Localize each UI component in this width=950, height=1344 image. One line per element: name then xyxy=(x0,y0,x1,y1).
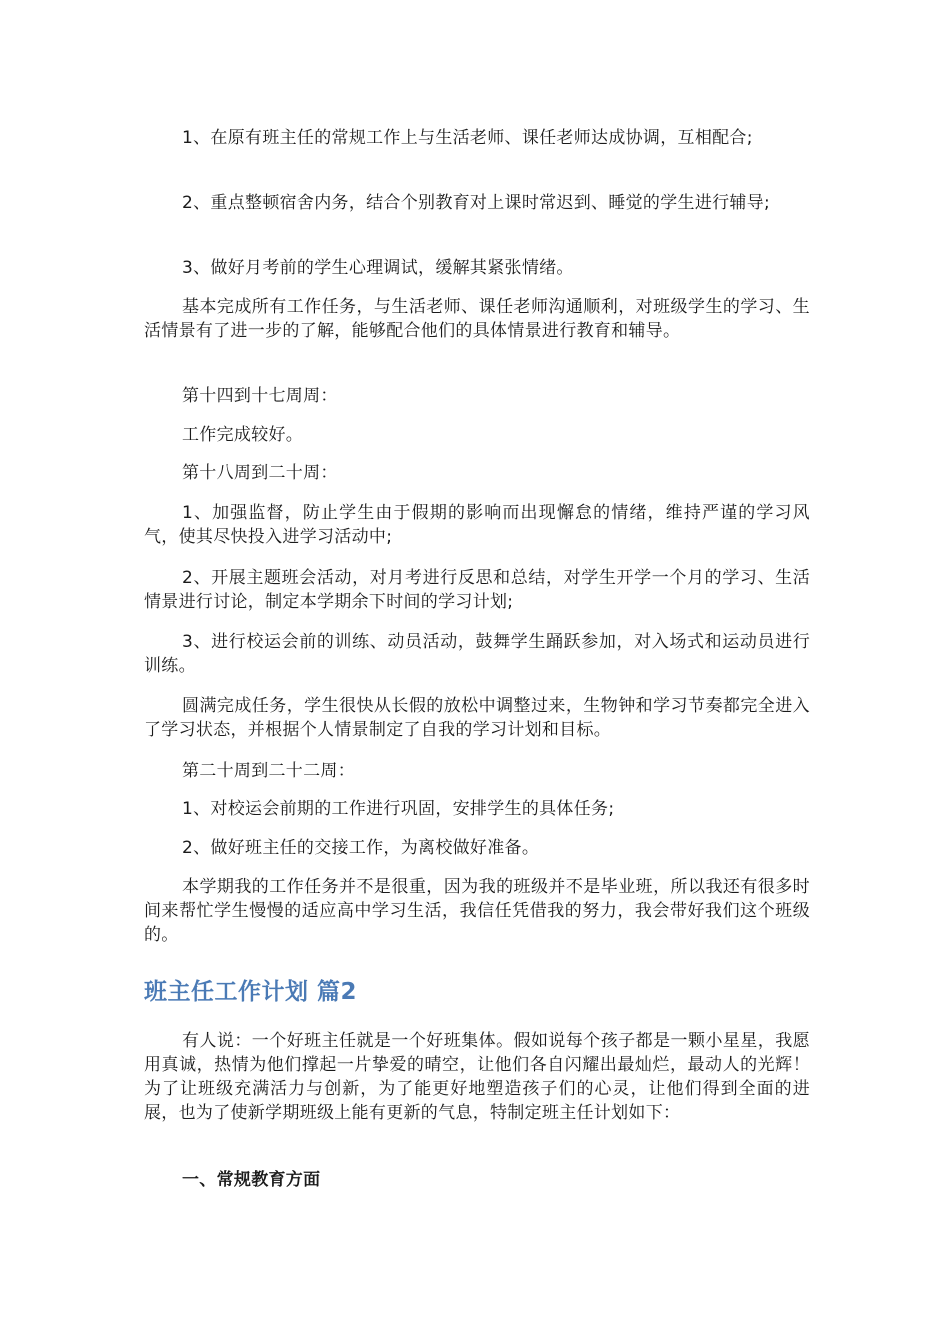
paragraph-week-14-17: 第十四到十七周周： xyxy=(182,386,338,406)
subheading-routine-education: 一、常规教育方面 xyxy=(182,1170,321,1190)
paragraph-handover: 2、做好班主任的交接工作，为离校做好准备。 xyxy=(182,838,540,858)
paragraph-psychological-adjustment: 3、做好月考前的学生心理调试，缓解其紧张情绪。 xyxy=(182,258,574,278)
paragraph-summary-2: 圆满完成任务，学生很快从长假的放松中调整过来，生物钟和学习节奏都完全进入了学习状态，并根据个人情景制定了自我的学习计划和目标。 xyxy=(144,696,810,740)
paragraph-week-18-20: 第十八周到二十周： xyxy=(182,463,338,483)
paragraph-summary-1: 基本完成所有工作任务，与生活老师、课任老师沟通顺利，对班级学生的学习、生活情景有了进一步的了解，能够配合他们的具体情景进行教育和辅导。 xyxy=(144,297,810,341)
paragraph-consolidation: 1、对校运会前期的工作进行巩固，安排学生的具体任务; xyxy=(182,799,615,819)
paragraph-semester-conclusion: 本学期我的工作任务并不是很重，因为我的班级并不是毕业班，所以我还有很多时间来帮忙学生慢慢的适应高中学习生活，我信任凭借我的努力，我会带好我们这个班级的。 xyxy=(144,877,810,945)
section-heading: 班主任工作计划 篇2 xyxy=(144,979,358,1005)
paragraph-sports-meet-training: 3、进行校运会前的训练、动员活动，鼓舞学生踊跃参加，对入场式和运动员进行训练。 xyxy=(144,632,810,676)
paragraph-week-20-22: 第二十周到二十二周： xyxy=(182,761,355,781)
paragraph-intro: 有人说：一个好班主任就是一个好班集体。假如说每个孩子都是一颗小星星，我愿用真诚，热情为他们撑起一片挚爱的晴空，让他们各自闪耀出最灿烂，最动人的光辉！为了让班级充满活力与创新，为了能更好地塑造孩子们的心灵，让他们得到全面的进展，也为了使新学期班级上能有更新的气息，特制定班主任计划如下： xyxy=(144,1031,810,1123)
paragraph-work-completed: 工作完成较好。 xyxy=(182,425,304,445)
paragraph-dormitory-affairs: 2、重点整顿宿舍内务，结合个别教育对上课时常迟到、睡觉的学生进行辅导; xyxy=(182,193,771,213)
paragraph-theme-meeting: 2、开展主题班会活动，对月考进行反思和总结，对学生开学一个月的学习、生活情景进行讨论，制定本学期余下时间的学习计划; xyxy=(144,568,810,612)
paragraph-coordinate-teachers: 1、在原有班主任的常规工作上与生活老师、课任老师达成协调，互相配合; xyxy=(182,128,753,148)
paragraph-supervision: 1、加强监督，防止学生由于假期的影响而出现懈怠的情绪，维持严谨的学习风气，使其尽快投入进学习活动中; xyxy=(144,503,810,547)
